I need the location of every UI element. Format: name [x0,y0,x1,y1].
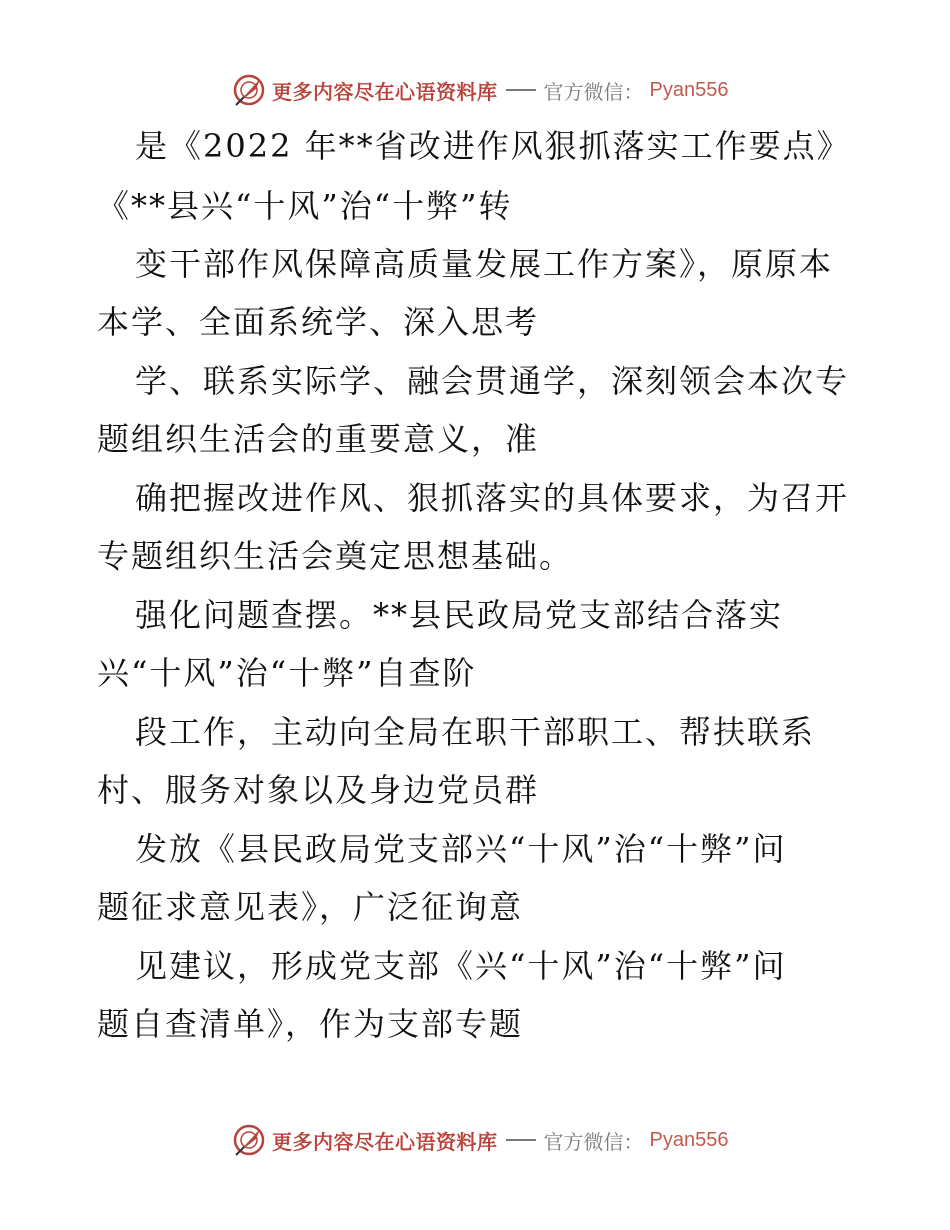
watermark-dash [506,89,536,91]
watermark-brand: 更多内容尽在心语资料库 [272,1129,498,1154]
watermark-wechat-id: Pyan556 [649,78,729,101]
footer-watermark [232,1122,728,1158]
text-line: 题组织生活会的重要意义，准 [97,420,540,458]
text-line: 村、服务对象以及身边党员群 [97,771,540,809]
text-line: 见建议，形成党支部《兴“十风”治“十弊”问 [135,947,787,985]
watermark-wechat-id: Pyan556 [649,1128,729,1151]
header-watermark [232,72,728,108]
text-line: 《**县兴“十风”治“十弊”转 [97,187,513,225]
text-line: 变干部作风保障高质量发展工作方案》，原原本 [135,245,834,283]
text-line: 发放《县民政局党支部兴“十风”治“十弊”问 [135,830,787,868]
quill-logo-icon [232,73,266,107]
text-line: 强化问题查摆。**县民政局党支部结合落实 [135,596,784,634]
quill-logo-icon [232,1123,266,1157]
text-line: 兴“十风”治“十弊”自查阶 [97,654,477,692]
watermark-wechat-label: 官方微信： [543,1129,644,1154]
text-line: 专题组织生活会奠定思想基础。 [97,537,574,575]
text-line: 学、联系实际学、融会贯通学，深刻领会本次专 [135,362,850,400]
watermark-dash [506,1139,536,1141]
text-line: 题自查清单》，作为支部专题 [97,1005,524,1043]
watermark-wechat-label: 官方微信： [543,79,644,104]
text-line: 是《2022 年**省改进作风狠抓落实工作要点》 [135,127,851,165]
watermark-brand: 更多内容尽在心语资料库 [272,79,498,104]
text-line: 确把握改进作风、狠抓落实的具体要求，为召开 [135,479,850,517]
text-line: 本学、全面系统学、深入思考 [97,303,540,341]
text-line: 题征求意见表》，广泛征询意 [97,888,524,926]
text-line: 段工作，主动向全局在职干部职工、帮扶联系 [135,713,816,751]
